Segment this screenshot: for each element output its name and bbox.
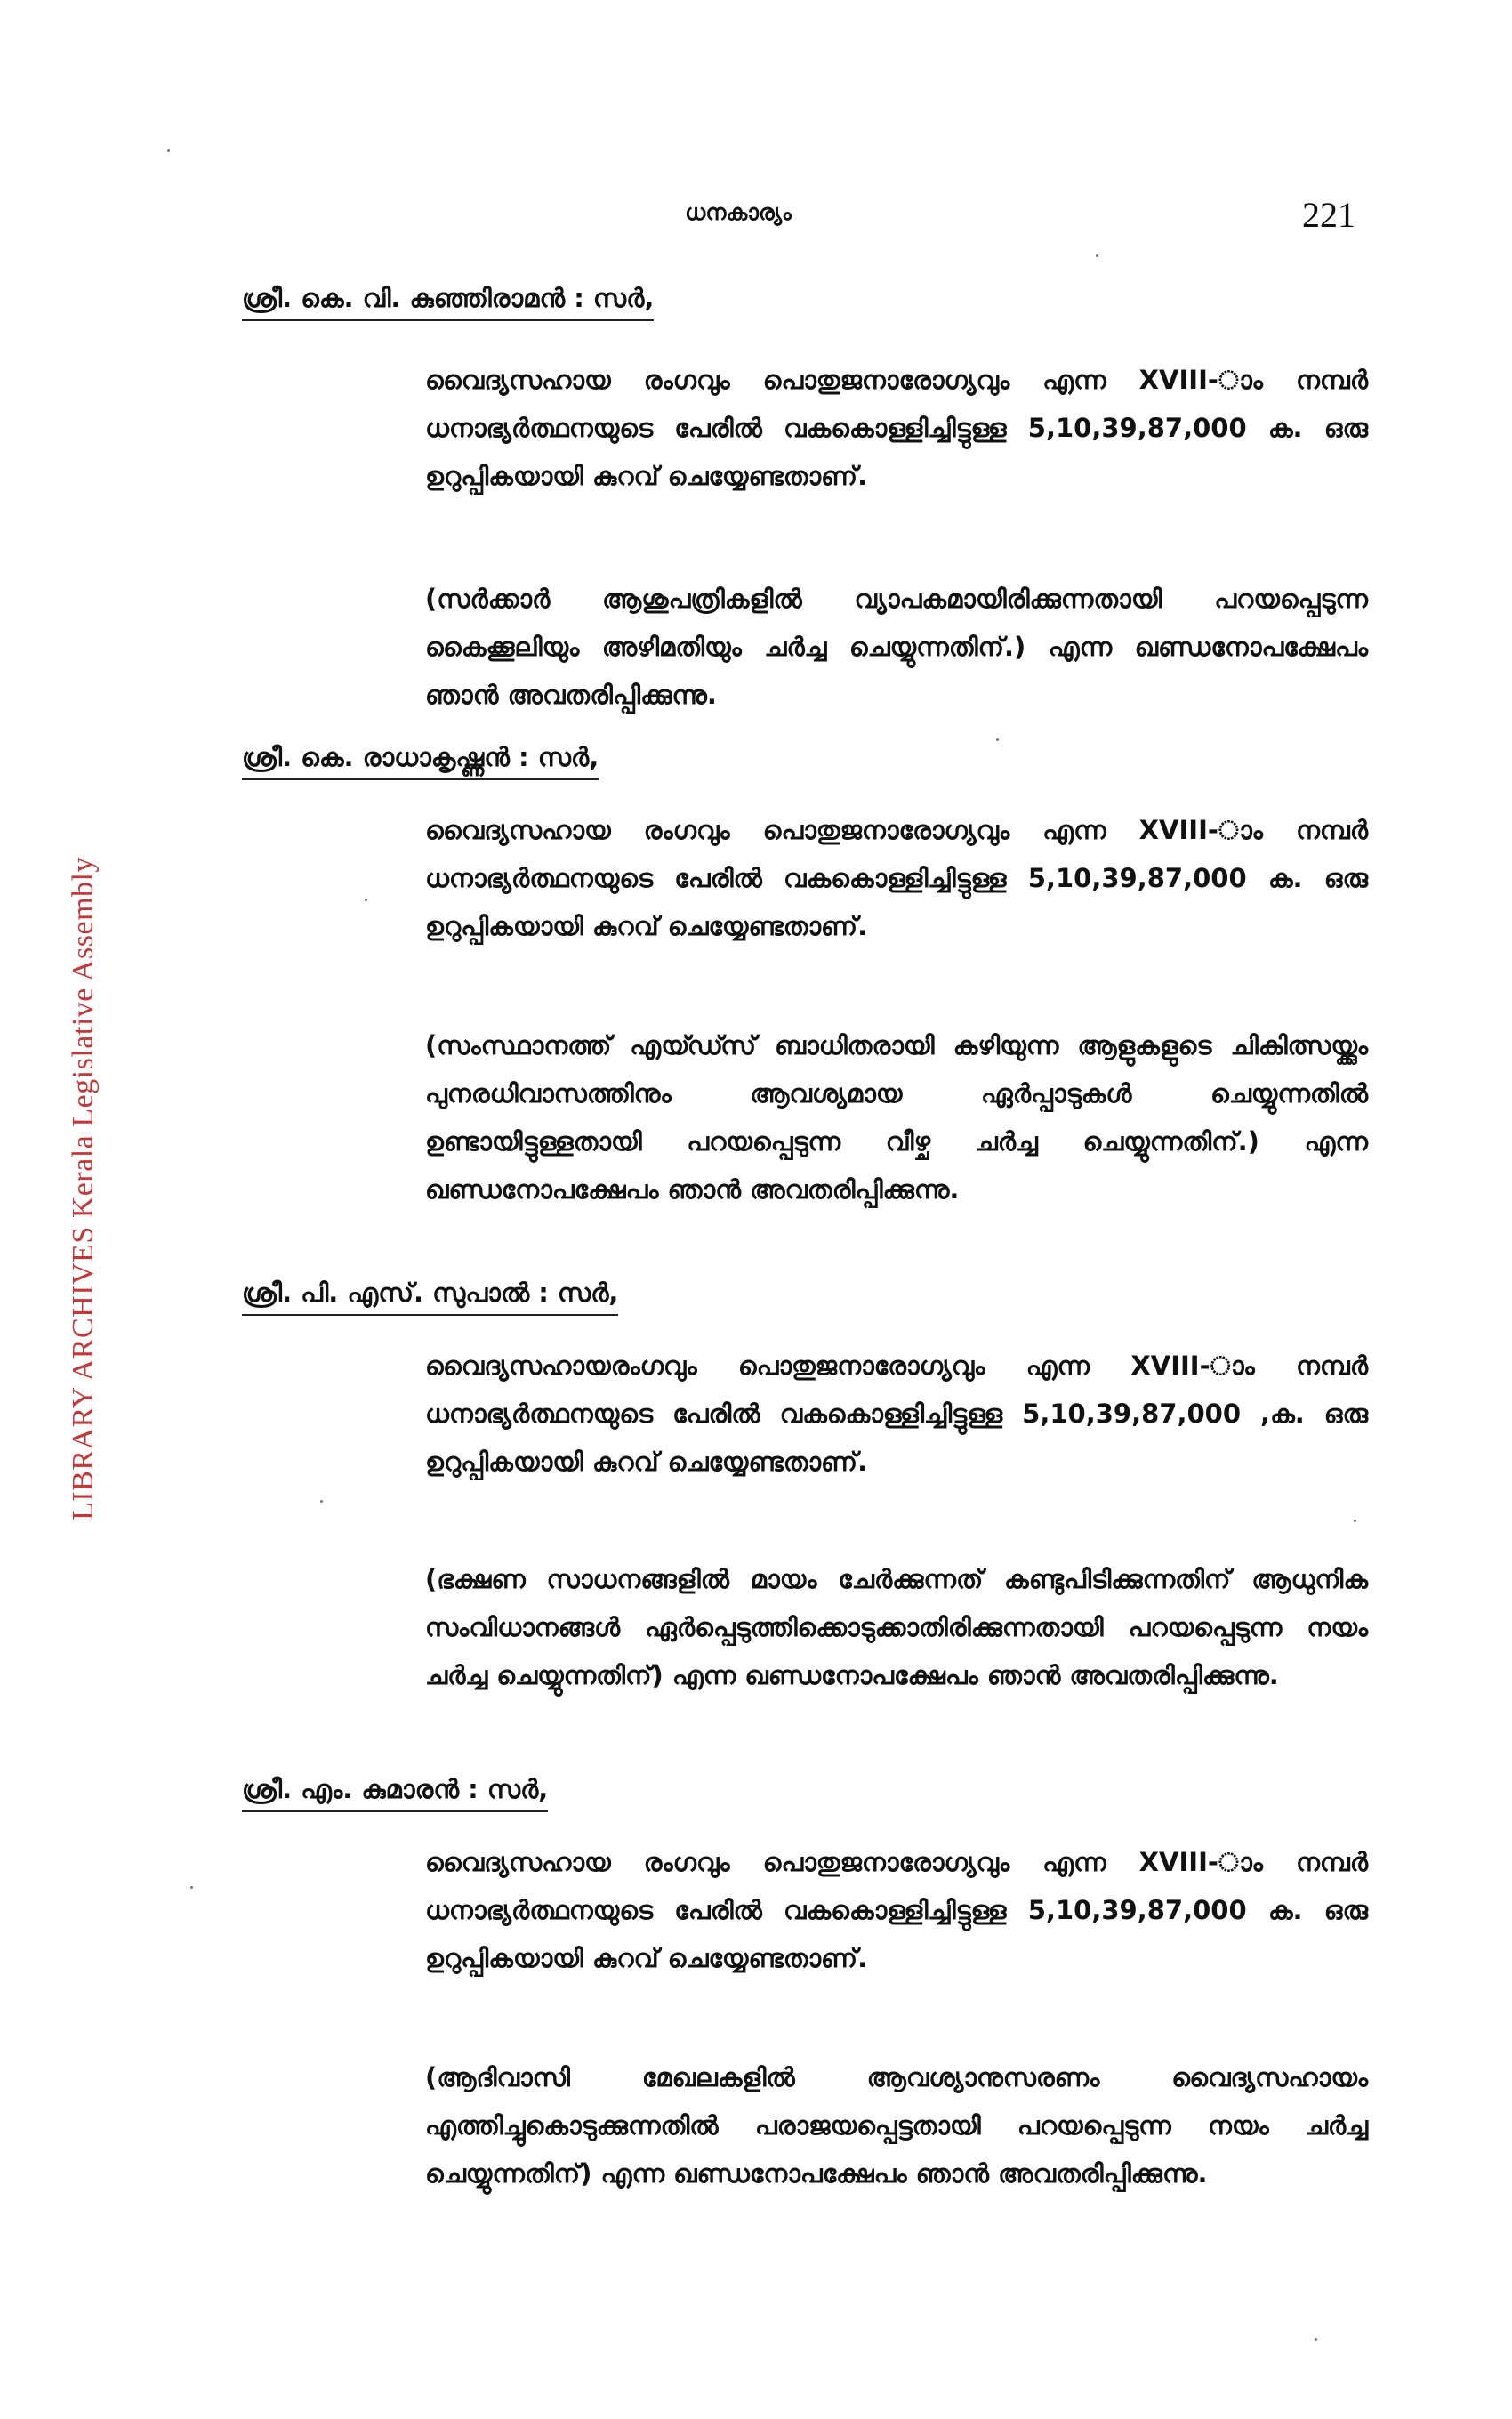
motion-text: വൈദ്യസഹായരംഗവും പൊതുജനാരോഗ്യവും എന്ന XVIII-ാം നമ്പർ ധനാഭ്യർത്ഥനയുടെ പേരിൽ വകകൊള്ളിച്ചിട്ടുള്ള 5,10,39,87,000 ,ക. ഒരു ഉറുപ്പികയായി കുറവ് ചെയ്യേണ്ടതാണ്. — [425, 1351, 1368, 1477]
reason-text: (സർക്കാർ ആശുപത്രികളിൽ വ്യാപകമായിരിക്കുന്നതായി പറയപ്പെടുന്ന കൈക്കൂലിയും അഴിമതിയും ചർച്ച ചെയ്യുന്നതിന്.) എന്ന ഖണ്ഡനോപക്ഷേപം ഞാൻ അവതരിപ്പിക്കുന്നു. — [425, 584, 1368, 710]
reason-text: (ആദിവാസി മേഖലകളിൽ ആവശ്യാനുസരണം വൈദ്യസഹായം എത്തിച്ചുകൊടുക്കുന്നതിൽ പരാജയപ്പെട്ടതായി പറയപ്പെടുന്ന നയം ചർച്ച ചെയ്യുന്നതിന്) എന്ന ഖണ്ഡനോപക്ഷേപം ഞാൻ അവതരിപ്പിക്കുന്നു. — [425, 2062, 1368, 2189]
scan-speck — [190, 1886, 193, 1889]
running-head: ധനകാര്യം — [685, 199, 792, 225]
speaker-name: ശ്രീ. പി. എസ്. സുപാൽ : സർ, — [242, 1278, 618, 1316]
scan-speck — [320, 1500, 323, 1503]
scan-speck — [365, 899, 367, 901]
reason-text: (സംസ്ഥാനത്ത് എയ്ഡ്സ് ബാധിതരായി കഴിയുന്ന ആളുകളുടെ ചികിത്സയ്ക്കും പുനരധിവാസത്തിനും ആവശ്യമായ ഏർപ്പാടുകൾ ചെയ്യുന്നതിൽ ഉണ്ടായിട്ടുള്ളതായി പറയപ്പെടുന്ന വീഴ്ച ചർച്ച ചെയ്യുന്നതിന്.) എന്ന ഖണ്ഡനോപക്ഷേപം ഞാൻ അവതരിപ്പിക്കുന്നു. — [425, 1030, 1368, 1205]
motion-text: വൈദ്യസഹായ രംഗവും പൊതുജനാരോഗ്യവും എന്ന XVIII-ാം നമ്പർ ധനാഭ്യർത്ഥനയുടെ പേരിൽ വകകൊള്ളിച്ചിട്ടുള്ള 5,10,39,87,000 ക. ഒരു ഉറുപ്പികയായി കുറവ് ചെയ്യേണ്ടതാണ്. — [425, 365, 1368, 491]
scan-speck — [167, 149, 170, 152]
archive-watermark: LIBRARY ARCHIVES Kerala Legislative Assembly — [67, 856, 100, 1521]
speaker-name: ശ്രീ. എം. കുമാരൻ : സർ, — [242, 1774, 548, 1812]
reason-text: (ഭക്ഷണ സാധനങ്ങളിൽ മായം ചേർക്കുന്നത് കണ്ടുപിടിക്കുന്നതിന് ആധുനിക സംവിധാനങ്ങൾ ഏർപ്പെടുത്തിക്കൊടുക്കാതിരിക്കുന്നതായി പറയപ്പെടുന്ന നയം ചർച്ച ചെയ്യുന്നതിന്) എന്ന ഖണ്ഡനോപക്ഷേപം ഞാൻ അവതരിപ്പിക്കുന്നു. — [425, 1564, 1368, 1690]
scan-speck — [1315, 2338, 1317, 2341]
speaker-name: ശ്രീ. കെ. വി. കുഞ്ഞിരാമൻ : സർ, — [242, 283, 654, 321]
page-number: 221 — [1302, 195, 1355, 235]
motion-text: വൈദ്യസഹായ രംഗവും പൊതുജനാരോഗ്യവും എന്ന XVIII-ാം നമ്പർ ധനാഭ്യർത്ഥനയുടെ പേരിൽ വകകൊള്ളിച്ചിട്ടുള്ള 5,10,39,87,000 ക. ഒരു ഉറുപ്പികയായി കുറവ് ചെയ്യേണ്ടതാണ്. — [425, 815, 1368, 941]
speaker-name: ശ്രീ. കെ. രാധാകൃഷ്ണൻ : സർ, — [242, 742, 599, 780]
scan-speck — [996, 738, 999, 741]
motion-text: വൈദ്യസഹായ രംഗവും പൊതുജനാരോഗ്യവും എന്ന XVIII-ാം നമ്പർ ധനാഭ്യർത്ഥനയുടെ പേരിൽ വകകൊള്ളിച്ചിട്ടുള്ള 5,10,39,87,000 ക. ഒരു ഉറുപ്പികയായി കുറവ് ചെയ്യേണ്ടതാണ്. — [425, 1847, 1368, 1973]
scan-speck — [1354, 1520, 1356, 1522]
scan-speck — [1096, 254, 1098, 257]
